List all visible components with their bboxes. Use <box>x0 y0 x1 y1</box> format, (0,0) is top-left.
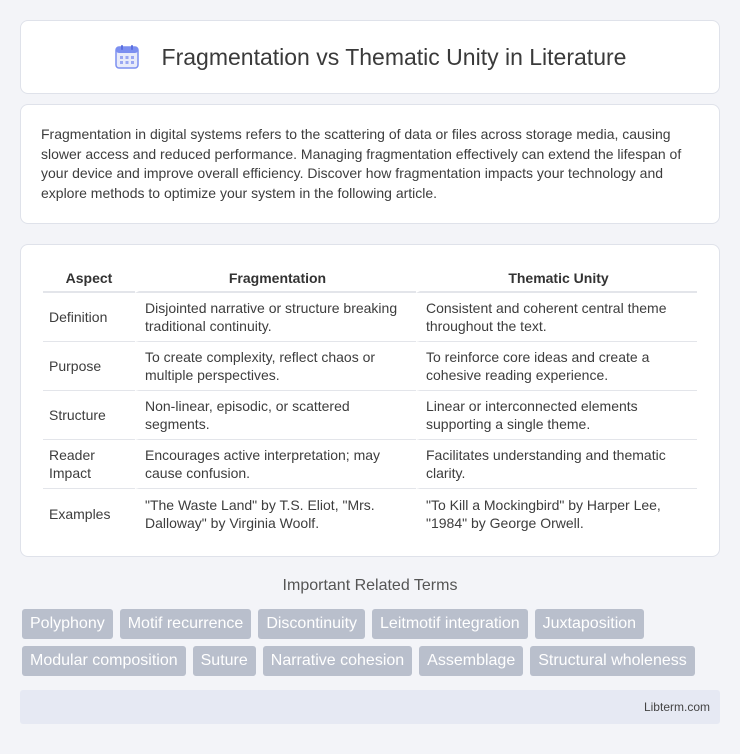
tag-modular-composition[interactable]: Modular composition <box>22 646 186 676</box>
cell-fragmentation: Encourages active interpretation; may cause confusion. <box>135 440 416 489</box>
cell-fragmentation: Non-linear, episodic, or scattered segments. <box>135 391 416 440</box>
tag-row <box>22 609 722 639</box>
table-header-row <box>43 265 697 293</box>
table-row <box>43 391 697 440</box>
tag-row <box>22 646 722 676</box>
comparison-table <box>43 265 697 538</box>
tag-structural-wholeness[interactable]: Structural wholeness <box>530 646 695 676</box>
header-aspect: Aspect <box>43 265 135 293</box>
cell-thematic-unity: To reinforce core ideas and create a cohesive reading experience. <box>416 342 697 391</box>
table-row <box>43 293 697 342</box>
cell-aspect: Structure <box>43 391 135 440</box>
cell-thematic-unity: Linear or interconnected elements supporting a single theme. <box>416 391 697 440</box>
related-terms-title: Important Related Terms <box>282 577 458 594</box>
tag-assemblage[interactable]: Assemblage <box>419 646 523 676</box>
cell-aspect: Definition <box>43 293 135 342</box>
page-title: Fragmentation vs Thematic Unity in Literature <box>161 43 627 70</box>
tag-suture[interactable]: Suture <box>193 646 256 676</box>
cell-aspect: Examples <box>49 505 111 522</box>
table-row <box>43 440 697 489</box>
cell-fragmentation: Disjointed narrative or structure breaking traditional continuity. <box>135 293 416 342</box>
intro-text: Fragmentation in digital systems refers to the scattering of data or files across storage media, causing slower access and reduced performance. Managing fragmentation effectively can extend the lifespan of your device and improve overall efficiency. Discover how fragmentation impacts your technology and explore methods to optimize your system in the following article. <box>41 126 682 201</box>
footer <box>20 690 720 724</box>
tag-juxtaposition[interactable]: Juxtaposition <box>535 609 644 639</box>
related-terms <box>22 609 722 683</box>
table-row <box>43 489 697 538</box>
cell-aspect: Purpose <box>43 342 135 391</box>
title-card <box>20 20 720 94</box>
cell-thematic-unity: Facilitates understanding and thematic clarity. <box>416 440 697 489</box>
table-row <box>43 342 697 391</box>
header-fragmentation: Fragmentation <box>135 265 416 293</box>
calendar-icon <box>114 44 140 70</box>
cell-fragmentation: To create complexity, reflect chaos or multiple perspectives. <box>135 342 416 391</box>
footer-site-link[interactable]: Libterm.com <box>643 700 710 714</box>
tag-polyphony[interactable]: Polyphony <box>22 609 113 639</box>
tag-motif-recurrence[interactable]: Motif recurrence <box>120 609 252 639</box>
header-thematic-unity: Thematic Unity <box>416 265 697 293</box>
cell-thematic-unity: "To Kill a Mockingbird" by Harper Lee, "1984" by George Orwell. <box>416 489 697 538</box>
intro-card <box>20 104 720 224</box>
cell-aspect: Reader Impact <box>43 440 135 489</box>
tag-discontinuity[interactable]: Discontinuity <box>258 609 365 639</box>
tag-leitmotif-integration[interactable]: Leitmotif integration <box>372 609 528 639</box>
cell-fragmentation: "The Waste Land" by T.S. Eliot, "Mrs. Dalloway" by Virginia Woolf. <box>135 489 416 538</box>
cell-thematic-unity: Consistent and coherent central theme throughout the text. <box>416 293 697 342</box>
comparison-table-card <box>20 244 720 557</box>
tag-narrative-cohesion[interactable]: Narrative cohesion <box>263 646 412 676</box>
